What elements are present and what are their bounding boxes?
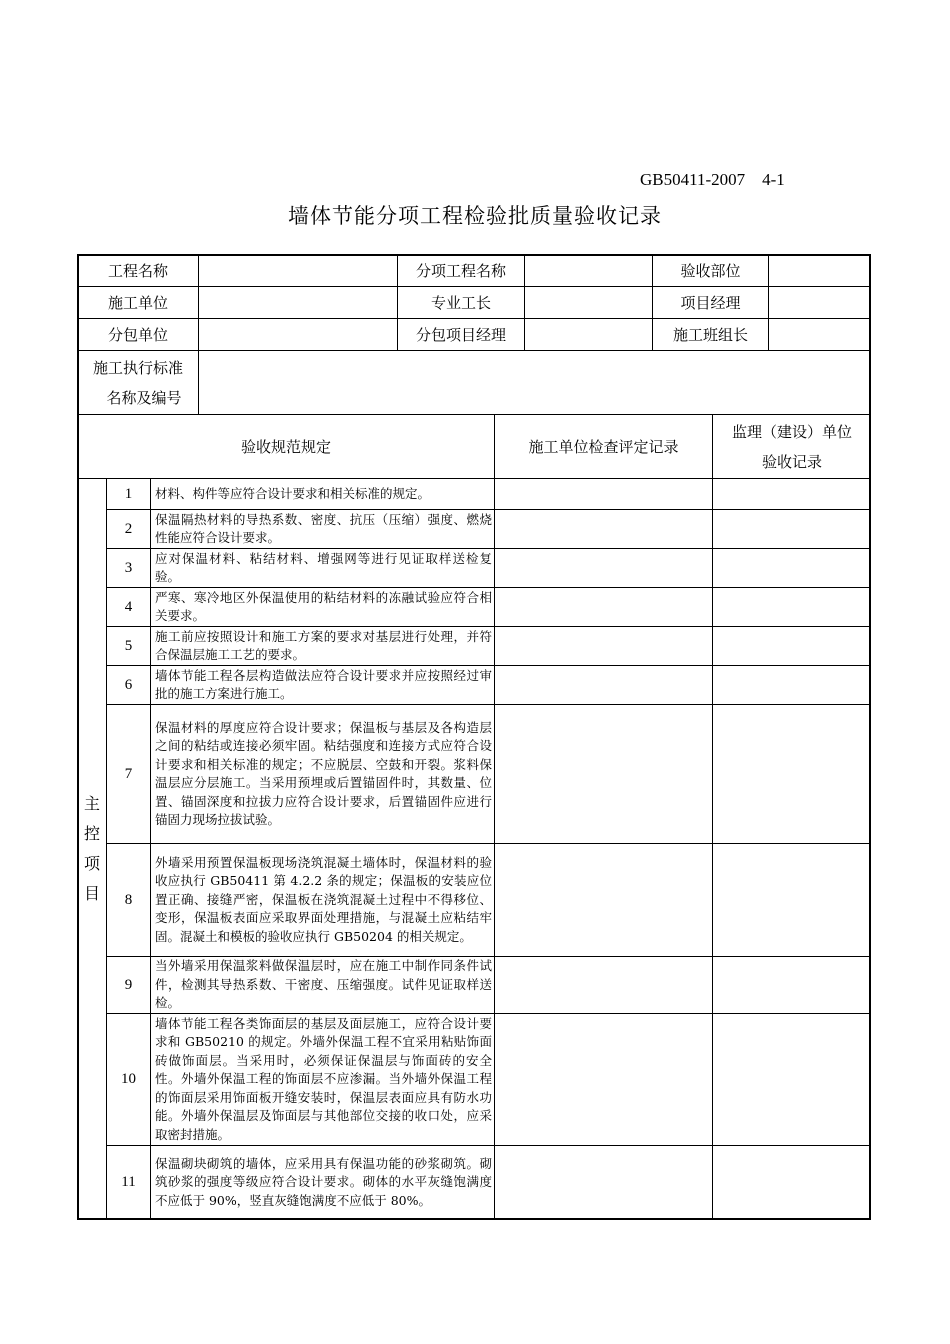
page-title: 墙体节能分项工程检验批质量验收记录 <box>288 204 662 228</box>
item-requirement: 墙体节能工程各层构造做法应符合设计要求并应按照经过审批的施工方案进行施工。 <box>155 667 492 701</box>
item-number: 10 <box>121 1071 136 1087</box>
item-requirement: 保温砌块砌筑的墙体，应采用具有保温功能的砂浆砌筑。砌筑砂浆的强度等级应符合设计要求。砌体的水平灰缝饱满度不应低于 90%，竖直灰缝饱满度不应低于 80%。 <box>155 1155 492 1208</box>
item-requirement: 保温隔热材料的导热系数、密度、抗压（压缩）强度、燃烧性能应符合设计要求。 <box>155 511 492 545</box>
label-acceptance-part: 验收部位 <box>680 262 741 280</box>
label-construction-unit: 施工单位 <box>107 294 168 312</box>
label-foreman: 专业工长 <box>430 294 491 312</box>
item-requirement: 保温材料的厚度应符合设计要求；保温板与基层及各构造层之间的粘结或连接必须牢固。粘结强度和连接方式应符合设计要求和相关标准的规定；不应脱层、空鼓和开裂。浆料保温层应分层施工。当采用预埋或后置锚固件时，其数量、位置、锚固深度和拉拔力应符合设计要求，后置锚固件应进行锚固力现场拉拔试验。 <box>155 719 492 827</box>
col-line <box>198 255 199 414</box>
item-requirement: 严寒、寒冷地区外保温使用的粘结材料的冻融试验应符合相关要求。 <box>155 589 492 623</box>
item-requirement: 外墙采用预置保温板现场浇筑混凝土墙体时，保温材料的验收应执行 GB50411 第 4.2.2 条的规定；保温板的安装应位置正确、接缝严密，保温板在浇筑混凝土过程中不得移位、变形，保温板表面应采取界面处理措施，与混凝土应粘结牢固。混凝土和模板的验收应执行 GB50204 的相关规定。 <box>155 854 492 944</box>
column-supervision-line2: 验收记录 <box>761 452 822 471</box>
label-project-manager: 项目经理 <box>680 294 741 312</box>
side-char: 目 <box>83 884 100 903</box>
column-supervision <box>713 415 871 478</box>
col-line <box>712 414 713 1220</box>
col-line <box>494 414 495 1220</box>
side-char: 主 <box>83 794 100 813</box>
item-requirement: 墙体节能工程各类饰面层的基层及面层施工，应符合设计要求和 GB50210 的规定。外墙外保温工程不宜采用粘贴饰面砖做饰面层。当采用时，必须保证保温层与饰面砖的安全性。外墙外保温工程的饰面层不应渗漏。当外墙外保温工程的饰面层采用饰面板开缝安装时，保温层表面应具有防水功能。外墙外保温层及饰面层与其他部位交接的收口处，应采取密封措施。 <box>155 1015 492 1142</box>
label-sub-project-manager: 分包项目经理 <box>415 326 506 344</box>
item-number: 6 <box>124 676 133 693</box>
label-standard-line2: 名称及编号 <box>106 388 182 407</box>
standard-code: GB50411-2007 4-1 <box>640 170 785 189</box>
label-sub-project-name: 分项工程名称 <box>415 262 506 280</box>
item-number: 3 <box>124 559 133 576</box>
item-requirement: 应对保温材料、粘结材料、增强网等进行见证取样送检复验。 <box>155 550 492 584</box>
column-check: 施工单位检查评定记录 <box>528 438 679 456</box>
side-char: 控 <box>83 824 100 843</box>
item-number: 4 <box>124 598 133 615</box>
item-number: 5 <box>124 637 133 654</box>
side-char: 项 <box>83 854 100 873</box>
item-requirement: 当外墙采用保温浆料做保温层时，应在施工中制作同条件试件，检测其导热系数、干密度、压缩强度。试件见证取样送检。 <box>155 958 492 1011</box>
item-requirement: 施工前应按照设计和施工方案的要求对基层进行处理，并符合保温层施工工艺的要求。 <box>155 628 492 662</box>
label-standard-line1: 施工执行标准 <box>92 358 183 377</box>
item-number: 8 <box>124 891 133 908</box>
item-requirement: 材料、构件等应符合设计要求和相关标准的规定。 <box>155 485 431 501</box>
item-number: 9 <box>124 976 133 993</box>
item-number: 7 <box>124 765 133 782</box>
item-number: 11 <box>121 1174 136 1190</box>
main-control-items-label <box>78 479 106 1219</box>
label-subcontract-unit: 分包单位 <box>107 326 168 344</box>
col-line <box>524 255 525 350</box>
item-number: 1 <box>124 485 133 502</box>
item-number: 2 <box>124 520 133 537</box>
column-spec: 验收规范规定 <box>240 438 331 456</box>
label-team-leader: 施工班组长 <box>672 326 748 344</box>
column-supervision-line1: 监理（建设）单位 <box>731 422 852 441</box>
label-standard <box>78 351 198 414</box>
col-line <box>768 255 769 350</box>
label-project-name: 工程名称 <box>107 262 168 280</box>
